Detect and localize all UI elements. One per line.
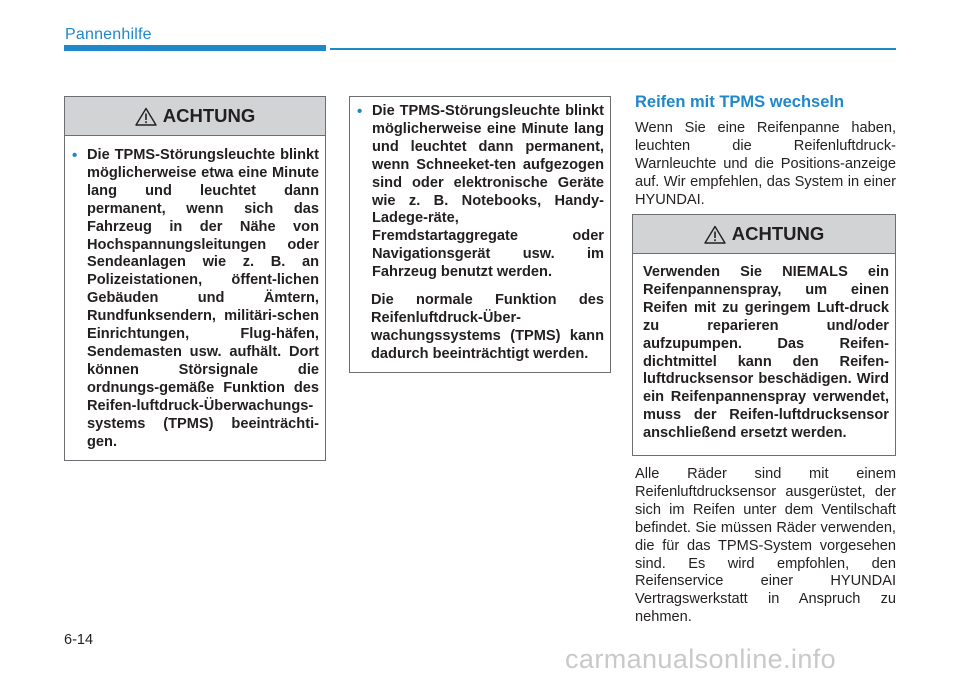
- achtung-title: ACHTUNG: [162, 105, 256, 126]
- warning-paragraph: Die normale Funktion des Reifenluftdruck-Über-wachungssystems (TPMS) kann dadurch beeinträchtigt werden.: [371, 292, 604, 362]
- achtung-box-middle: [349, 96, 611, 373]
- achtung-title: ACHTUNG: [731, 223, 825, 244]
- warning-text: Die TPMS-Störungsleuchte blinkt möglicherweise eine Minute lang und leuchtet dann permanent, wenn Schneeket-ten aufgezogen sind oder elektronische Geräte wie z. B. Notebooks, Handy-Ladege-räte, Fremdstartaggregate oder Navigationsgerät usw. im Fahrzeug benutzt werden.: [372, 103, 604, 281]
- achtung-box-left: [64, 96, 326, 461]
- header-rule-thick: [64, 45, 326, 51]
- warning-text: Die TPMS-Störungsleuchte blinkt möglicherweise etwa eine Minute lang und leuchtet dann permanent, wenn sich das Fahrzeug in der Nähe von Hochspannungsleitungen oder Sendeanlagen wie z. B. an Polizeistationen, öffent-lichen Gebäuden und Ämtern, Rundfunksendern, militäri-schen Einrichtungen, Flug-häfen, Sendemasten usw. aufhält. Dort können Störsignale die ordnungs-gemäße Funktion des Reifen-luftdruck-Überwachungs-systems (TPMS) beeinträchti-gen.: [87, 147, 319, 450]
- warning-text: Verwenden Sie NIEMALS ein Reifenpannenspray, um einen Reifen mit zu geringem Luft-druck zu reparieren und/oder aufzupumpen. Das Reifen-dichtmittel kann den Reifen-luftdrucksensor beschädigen. Wird ein Reifenpannenspray verwendet, muss der Reifen-luftdrucksensor anschließend ersetzt werden.: [643, 264, 889, 442]
- subsection-heading: Reifen mit TPMS wechseln: [635, 93, 845, 111]
- achtung-box-right-header: [633, 215, 895, 254]
- warning-triangle-icon: [704, 225, 726, 244]
- header-rule-thin: [330, 48, 896, 50]
- warning-triangle-icon: [135, 107, 157, 126]
- sensor-paragraph: Alle Räder sind mit einem Reifenluftdrucksensor ausgerüstet, der sich im Reifen unter dem Ventilschaft befindet. Sie müssen Räder verwenden, die für das TPMS-System vorgesehen sind. Es wird empfohlen, den Reifenservice einer HYUNDAI Vertragswerkstatt in Anspruch zu nehmen.: [635, 466, 896, 626]
- watermark: carmanualsonline.info: [565, 644, 837, 674]
- page-number: 6-14: [64, 632, 94, 648]
- bullet-dot-icon: •: [72, 147, 78, 164]
- list-item: [357, 103, 604, 282]
- intro-paragraph: Wenn Sie eine Reifenpanne haben, leuchten die Reifenluftdruck-Warnleuchte und die Positions-anzeige auf. Wir empfehlen, das System in einer HYUNDAI.: [635, 120, 896, 208]
- section-title: Pannenhilfe: [65, 26, 152, 43]
- achtung-box-right: [632, 214, 896, 456]
- bullet-dot-icon: •: [357, 103, 363, 120]
- achtung-box-left-header: [65, 97, 325, 136]
- list-item: [72, 147, 319, 451]
